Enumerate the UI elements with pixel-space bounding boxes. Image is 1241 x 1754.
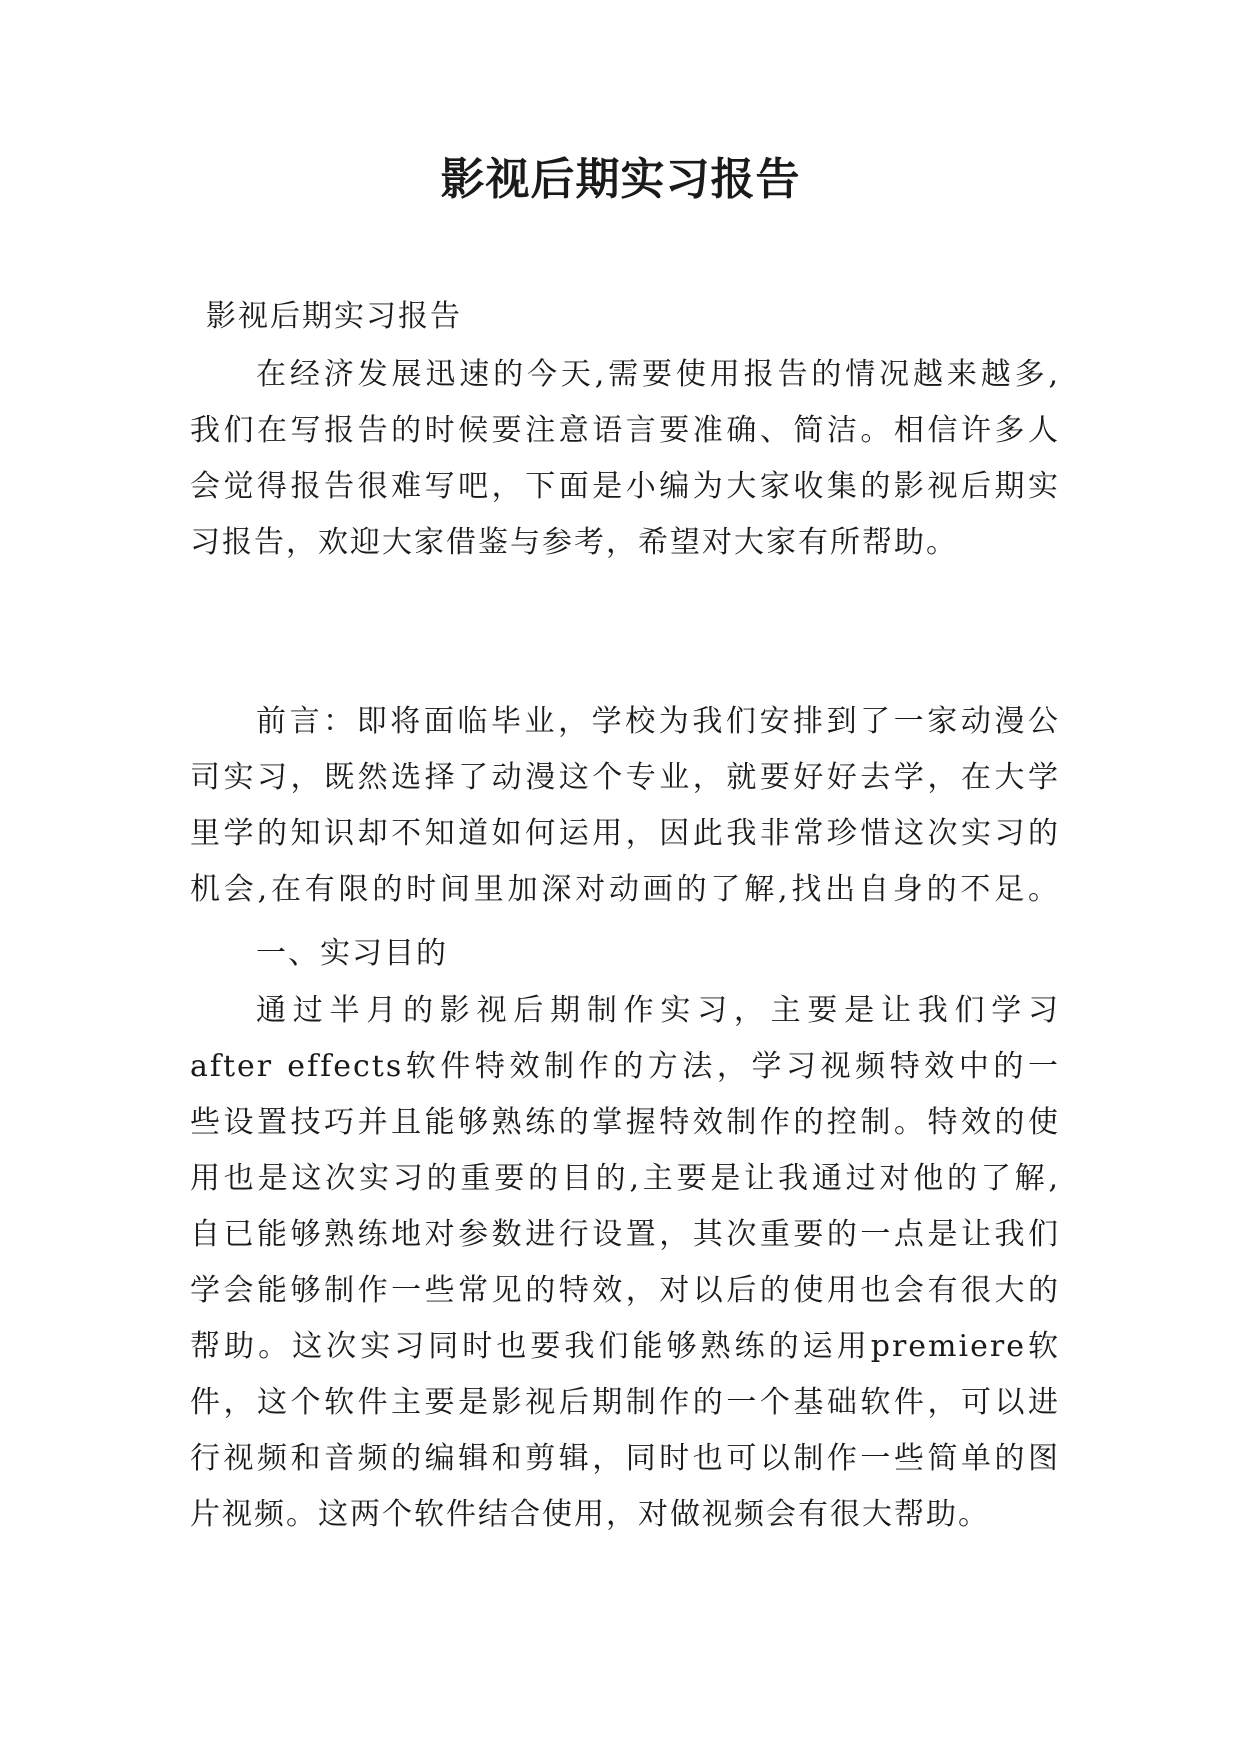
- paragraph-line: 些设置技巧并且能够熟练的掌握特效制作的控制。特效的使: [190, 1105, 1060, 1140]
- paragraph-line: 行视频和音频的编辑和剪辑，同时也可以制作一些简单的图: [190, 1441, 1060, 1476]
- paragraph-line: 机会,在有限的时间里加深对动画的了解,找出自身的不足。: [190, 872, 1060, 907]
- paragraph-line: 我们在写报告的时候要注意语言要准确、简洁。相信许多人: [190, 413, 1060, 448]
- preface-paragraph: [190, 694, 1060, 918]
- paragraph-line: 通过半月的影视后期制作实习，主要是让我们学习: [256, 993, 1060, 1028]
- paragraph-line: 习报告，欢迎大家借鉴与参考，希望对大家有所帮助。: [190, 525, 958, 560]
- document-title: 影视后期实习报告: [440, 154, 801, 205]
- paragraph-line: after effects软件特效制作的方法，学习视频特效中的一: [190, 1049, 1060, 1084]
- paragraph-line: 在经济发展迅速的今天,需要使用报告的情况越来越多,: [256, 357, 1060, 392]
- paragraph-line: 帮助。这次实习同时也要我们能够熟练的运用premiere软: [190, 1329, 1060, 1364]
- paragraph-line: 里学的知识却不知道如何运用，因此我非常珍惜这次实习的: [190, 816, 1060, 851]
- paragraph-line: 会觉得报告很难写吧，下面是小编为大家收集的影视后期实: [190, 469, 1060, 504]
- section-body-paragraph: [190, 983, 1060, 1543]
- paragraph-line: 司实习，既然选择了动漫这个专业，就要好好去学，在大学: [190, 760, 1060, 795]
- intro-paragraph: [190, 347, 1060, 571]
- paragraph-line: 学会能够制作一些常见的特效，对以后的使用也会有很大的: [190, 1273, 1060, 1308]
- document-subtitle: 影视后期实习报告: [206, 299, 462, 334]
- paragraph-line: 用也是这次实习的重要的目的,主要是让我通过对他的了解,: [190, 1161, 1060, 1196]
- paragraph-line: 自已能够熟练地对参数进行设置，其次重要的一点是让我们: [190, 1217, 1060, 1252]
- section-heading: [190, 926, 1060, 982]
- paragraph-line: 片视频。这两个软件结合使用，对做视频会有很大帮助。: [190, 1497, 990, 1532]
- section-heading-text: 一、实习目的: [256, 936, 448, 971]
- paragraph-line: 前言：即将面临毕业，学校为我们安排到了一家动漫公: [256, 704, 1060, 739]
- paragraph-line: 件，这个软件主要是影视后期制作的一个基础软件，可以进: [190, 1385, 1060, 1420]
